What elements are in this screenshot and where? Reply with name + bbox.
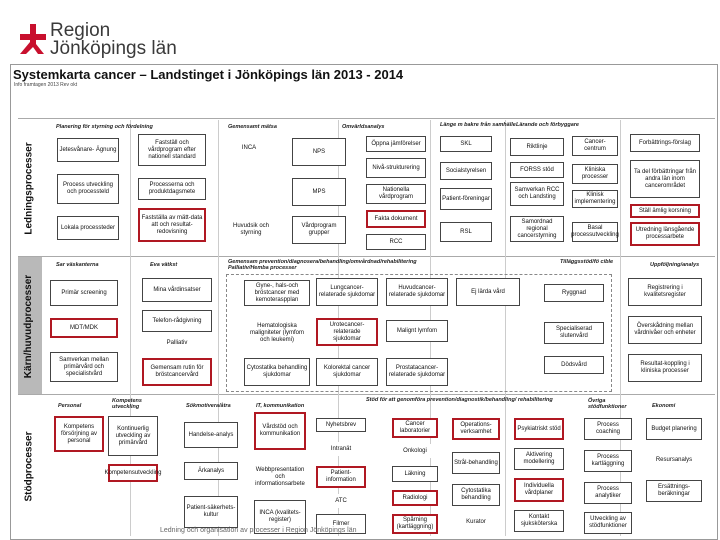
box-k-g3: Dödsvård bbox=[544, 356, 604, 374]
box-l-i4: Utredning länsgående processarbete bbox=[630, 222, 700, 246]
box-s-i2: Process kartläggning bbox=[584, 450, 632, 472]
header-uppfoljning: Uppföljning/analys bbox=[650, 262, 700, 268]
box-k-a3: Samverkan mellan primärvård och specialistvård bbox=[50, 352, 118, 382]
box-l-e4: Fakta dokument bbox=[366, 210, 426, 228]
header-stod-prevention: Stöd för att genomföra prevention/diagnostik/behandling/ rehabilitering bbox=[366, 397, 553, 403]
box-k-a1: Primär screening bbox=[50, 280, 118, 306]
box-l-f4: RSL bbox=[440, 222, 492, 242]
box-l-h3: Klinisk implementering bbox=[572, 190, 618, 208]
box-l-b2: Processerna och produktdagsmete bbox=[138, 178, 206, 200]
box-k-c2: Hematologiska maligniteter (lymfom och leukemi) bbox=[244, 318, 310, 348]
box-s-h1: Psykiatriskt stöd bbox=[514, 418, 564, 440]
box-l-f2: Socialstyrelsen bbox=[440, 162, 492, 180]
box-s-j1: Budget planering bbox=[646, 418, 702, 440]
box-l-f3: Patient-föreningar bbox=[440, 188, 492, 210]
box-k-c3: Cytostatika behandling sjukdomar bbox=[244, 358, 310, 386]
box-s-c1: Handelse-analys bbox=[184, 422, 238, 448]
box-s-e2: Intranät bbox=[316, 442, 366, 456]
box-k-d3: Kolorektal cancer sjukdomar bbox=[316, 358, 378, 386]
header-gemensam: Gemensam prevention/diagnosera/behandling/omvårdnad/rehabilitering Palliativ/Hemba processer bbox=[228, 259, 417, 271]
header-matsa: Gemensamt mätsa bbox=[228, 124, 277, 130]
box-k-b2: Telefon-rådgivning bbox=[142, 310, 212, 332]
box-k-c1: Gyne-, hals-och bröstcancer med kemoteraspplan bbox=[244, 280, 310, 306]
box-l-c1: Huvudsik och styrning bbox=[226, 220, 276, 240]
box-l-d2b: MPS bbox=[292, 178, 346, 206]
header-larande: Lärande och förbyggare bbox=[516, 122, 579, 128]
box-s-d2: Webbpresentation och informationsarbete bbox=[254, 460, 306, 494]
box-l-i3: Ställ ämlig korsning bbox=[630, 204, 700, 218]
box-l-d3: Vårdprogram grupper bbox=[292, 216, 346, 244]
header-sar: Sar väskanterna bbox=[56, 262, 99, 268]
box-s-g4: Kurator bbox=[452, 514, 500, 530]
box-l-h1: Cancer-centrum bbox=[572, 136, 618, 156]
box-l-d1: INCA bbox=[226, 140, 272, 156]
box-k-e2: Malignt lymfom bbox=[386, 320, 448, 342]
box-s-c3: Patient-säkerhets-kultur bbox=[184, 496, 238, 528]
header-lange: Länge m bakre från samhälle bbox=[440, 122, 516, 128]
header-it: IT, kommunikation bbox=[256, 403, 305, 409]
box-k-e1: Huvudcancer-relaterade sjukdomar bbox=[386, 278, 448, 306]
box-k-d2: Urotecancer-relaterade sjukdomar bbox=[316, 318, 378, 346]
box-k-g1: Ryggnad bbox=[544, 284, 604, 302]
diagram-subtitle: Info framtagen 2013 Rev okt bbox=[14, 82, 78, 88]
box-s-f1: Cancer laboratorier bbox=[392, 418, 438, 438]
box-l-e2: Nivå-strukturering bbox=[366, 158, 426, 178]
box-l-e5: RCC bbox=[366, 234, 426, 250]
logo-line-2: Jönköpings län bbox=[50, 38, 177, 59]
box-l-a1: Jetesvånare- Ägnung bbox=[57, 138, 119, 162]
header-tillagg: Tilläggsstöd/fö cible bbox=[560, 259, 614, 265]
box-l-g2: FORSS stöd bbox=[510, 162, 564, 178]
box-l-i2: Ta del förbättringar från andra län inom cancerområdet bbox=[630, 160, 700, 198]
box-k-f1: Ej lärda vård bbox=[456, 278, 520, 306]
box-l-b1: Fastställ och vårdprogram efter nationell standard bbox=[138, 134, 206, 166]
box-s-j3: Ersättnings-beräkningar bbox=[646, 480, 702, 502]
header-kompetens: Kompetens utveckling bbox=[112, 398, 142, 410]
box-k-b3: Palliativ bbox=[142, 336, 212, 350]
header-ekonomi: Ekonomi bbox=[652, 403, 676, 409]
box-k-h3: Resultat-koppling i kliniska processer bbox=[628, 354, 702, 382]
box-l-h4: Basal processutveckling bbox=[572, 222, 618, 242]
box-s-d3: INCA (kvalitets-register) bbox=[254, 500, 306, 534]
box-l-g3: Samverkan RCC och Landsting bbox=[510, 182, 564, 206]
header-planering: Planering för styrning och fördelning bbox=[56, 124, 153, 130]
box-s-b1: Kontinuerlig utveckling av primärvård bbox=[108, 416, 158, 456]
box-k-b4: Gemensam rutin för bröstcancervård bbox=[142, 358, 212, 386]
box-s-a2: Kompetensutveckling bbox=[108, 464, 158, 482]
box-l-a2: Process utveckling och processteld bbox=[57, 174, 119, 204]
box-k-h2: Överskådning mellan vårdnivåer och enheter bbox=[628, 316, 702, 344]
band-karn-label: Kärn/huvudprocesser bbox=[23, 274, 35, 378]
region-logo-icon bbox=[16, 22, 50, 56]
box-s-i1: Process coaching bbox=[584, 418, 632, 440]
box-s-h4: Kontakt sjuksköterska bbox=[514, 510, 564, 532]
box-s-f4: Radiologi bbox=[392, 490, 438, 506]
header-omvarld: Omvärldsanalys bbox=[342, 124, 385, 130]
box-s-f2: Onkologi bbox=[392, 444, 438, 458]
box-s-c2: Ärkanalys bbox=[184, 462, 238, 480]
box-s-e5: Filmer bbox=[316, 514, 366, 534]
box-s-e3: Patient-information bbox=[316, 466, 366, 488]
header-ovriga: Övriga stödfunktioner bbox=[588, 398, 627, 410]
band-ledning-label: Ledningsprocesser bbox=[23, 141, 35, 235]
diagram-title: Systemkarta cancer – Landstinget i Jönköpings län 2013 - 2014 bbox=[13, 67, 404, 82]
footer-text: Ledning och organisation av processer i Region Jönköpings län bbox=[160, 527, 357, 534]
band-stod-label: Stödprocesser bbox=[23, 430, 35, 502]
header-sokmotivera: Sökmotivera/åtra bbox=[186, 403, 231, 409]
box-l-a3: Lokala processteder bbox=[57, 216, 119, 240]
box-s-e4: ATC bbox=[316, 494, 366, 508]
header-personal: Personal bbox=[58, 403, 82, 409]
box-s-g2: Strål-behandling bbox=[452, 452, 500, 474]
box-k-a2: MDT/MDK bbox=[50, 318, 118, 338]
box-s-e1: Nyhetsbrev bbox=[316, 418, 366, 432]
box-s-h3: Individuella vårdplaner bbox=[514, 478, 564, 502]
box-l-b3: Fastställa av mätt-data att och resultat-redovisning bbox=[138, 208, 206, 242]
box-l-i1: Forbättrings-förslag bbox=[630, 134, 700, 152]
box-s-h2: Aktivering modellering bbox=[514, 448, 564, 470]
box-l-g1: Riktlinje bbox=[510, 138, 564, 156]
box-l-e1: Öppna jämförelser bbox=[366, 136, 426, 152]
box-s-j2: Resursanalys bbox=[646, 452, 702, 468]
box-k-d1: Lungcancer-relaterade sjukdomar bbox=[316, 278, 378, 306]
box-s-i4: Utveckling av stödfunktioner bbox=[584, 512, 632, 534]
header-eva: Eva vätkst bbox=[150, 262, 178, 268]
box-s-d1: Vårdstöd och kommunikation bbox=[254, 412, 306, 450]
box-k-e3: Prostatacancer-relaterade sjukdomar bbox=[386, 358, 448, 386]
box-k-b1: Mina vårdinsatser bbox=[142, 278, 212, 302]
box-s-g1: Operations-verksamhet bbox=[452, 418, 500, 440]
box-l-d2: NPS bbox=[292, 138, 346, 166]
logo-line-1: Region bbox=[50, 20, 111, 41]
box-k-g2: Specialiserad slutenvård bbox=[544, 322, 604, 344]
box-l-h2: Kliniska processer bbox=[572, 164, 618, 184]
box-l-e3: Nationella vårdprogram bbox=[366, 184, 426, 204]
box-s-f3: Läkning bbox=[392, 466, 438, 482]
box-l-g4: Samordnad regional cancerstyrning bbox=[510, 216, 564, 242]
box-s-f5: Spårning (kartläggning) bbox=[392, 514, 438, 534]
box-s-a1: Kompetens försörjning av personal bbox=[54, 416, 104, 452]
box-s-g3: Cytostatika behandling bbox=[452, 484, 500, 506]
box-s-i3: Process analytiker bbox=[584, 482, 632, 504]
box-l-f1: SKL bbox=[440, 136, 492, 152]
box-k-h1: Registrering i kvalitetsregister bbox=[628, 278, 702, 306]
